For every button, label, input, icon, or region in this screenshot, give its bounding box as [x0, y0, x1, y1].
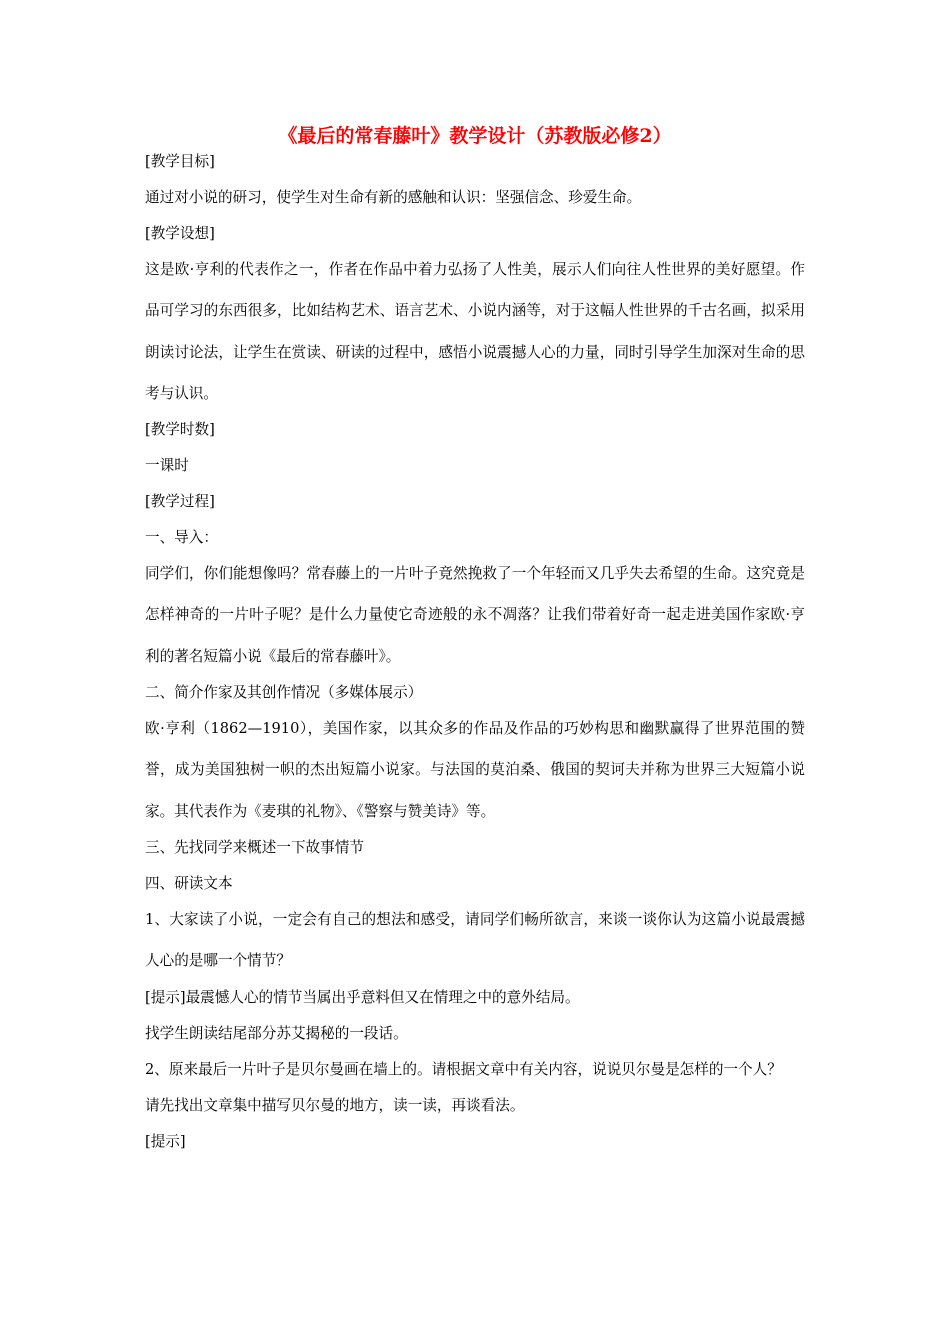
paragraph-hours: 一课时 [145, 457, 189, 475]
document-title: 《最后的常春藤叶》教学设计（苏教版必修2） [278, 125, 672, 147]
step-heading-plot: 三、先找同学来概述一下故事情节 [145, 838, 364, 856]
section-heading-goals: [教学目标] [145, 153, 215, 170]
section-heading-design: [教学设想] [145, 225, 215, 242]
paragraph-intro: 同学们，你们能想像吗？常春藤上的一片叶子竟然挽救了一个年轻而又几乎失去希望的生命。这究竟是怎样神奇的一片叶子呢？是什么力量使它奇迹般的永不凋落？让我们带着好奇一起走进美国作家欧·亨利的著名短篇小说《最后的常春藤叶》。 [145, 565, 805, 665]
step-heading-reading: 四、研读文本 [145, 874, 233, 892]
step-heading-author: 二、简介作家及其创作情况（多媒体展示） [145, 684, 423, 702]
hint-1: [提示]最震憾人心的情节当属出乎意料但又在情理之中的意外结局。 [145, 988, 580, 1006]
document-body [145, 150, 805, 1166]
paragraph-design: 这是欧·亨利的代表作之一，作者在作品中着力弘扬了人性美，展示人们向往人性世界的美好愿望。作品可学习的东西很多，比如结构艺术、语言艺术、小说内涵等，对于这幅人性世界的千古名画，拟采用朗读讨论法，让学生在赏读、研读的过程中，感悟小说震撼人心的力量，同时引导学生加深对生命的思考与认识。 [145, 261, 805, 402]
section-heading-process: [教学过程] [145, 493, 215, 511]
paragraph-read-ending: 找学生朗读结尾部分苏艾揭秘的一段话。 [145, 1024, 408, 1042]
step-heading-intro: 一、导入： [145, 529, 218, 547]
question-1: 1、大家读了小说，一定会有自己的想法和感受，请同学们畅所欲言，来谈一谈你认为这篇小说最震撼人心的是哪一个情节？ [145, 910, 805, 970]
paragraph-goals: 通过对小说的研习，使学生对生命有新的感触和认识：坚强信念、珍爱生命。 [145, 189, 642, 206]
paragraph-author: 欧·亨利（1862—1910），美国作家，以其众多的作品及作品的巧妙构思和幽默赢得了世界范围的赞誉，成为美国独树一帜的杰出短篇小说家。与法国的莫泊桑、俄国的契诃夫并称为世界三大短篇小说家。其代表作为《麦琪的礼物》、《警察与赞美诗》等。 [145, 720, 805, 820]
paragraph-find-behrman: 请先找出文章集中描写贝尔曼的地方，读一读，再谈看法。 [145, 1096, 525, 1114]
hint-2: [提示] [145, 1132, 186, 1150]
section-heading-hours: [教学时数] [145, 421, 215, 439]
question-2: 2、原来最后一片叶子是贝尔曼画在墙上的。请根据文章中有关内容，说说贝尔曼是怎样的一个人？ [145, 1060, 782, 1078]
